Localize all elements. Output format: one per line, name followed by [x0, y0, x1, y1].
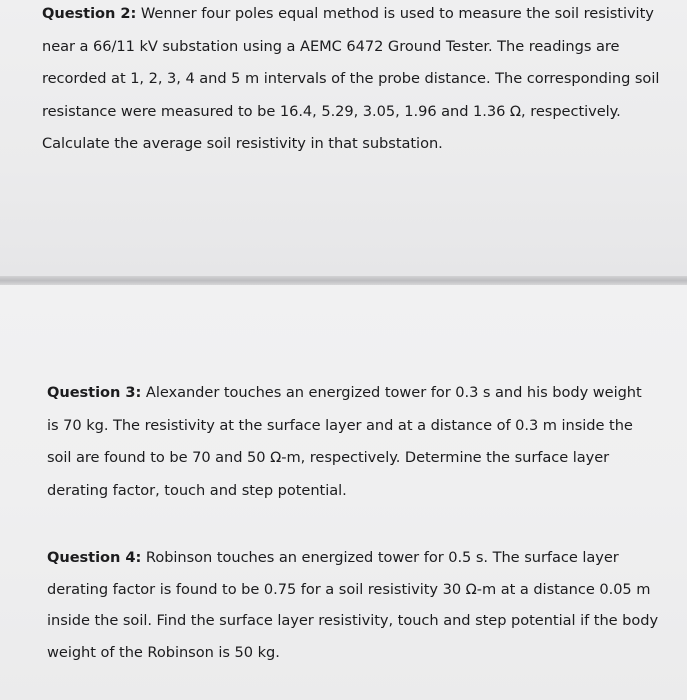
question-4-text: Robinson touches an energized tower for 0.5 s. The surface layer derating factor is found to be 0.75 for a soil resistivity 30 Ω-m at a distance 0.05 m inside the soil. Find the surface layer resistivity, touch and step potential if the body weight of the Robinson is 50 kg. [47, 549, 659, 661]
question-2-text: Wenner four poles equal method is used to measure the soil resistivity near a 66/11 kV substation using a AEMC 6472 Ground Tester. The readings are recorded at 1, 2, 3, 4 and 5 m intervals of the probe distance. The corresponding soil resistance were measured to be 16.4, 5.29, 3.05, 1.96 and 1.36 Ω, respectively. Calculate the average soil resistivity in that substation. [42, 5, 660, 152]
question-3-label: Question 3: [47, 384, 142, 401]
question-4 [47, 542, 672, 668]
section-divider [0, 276, 687, 285]
question-3-text: Alexander touches an energized tower for 0.3 s and his body weight is 70 kg. The resistivity at the surface layer and at a distance of 0.3 m inside the soil are found to be 70 and 50 Ω-m, respectively. Determine the surface layer derating factor, touch and step potential. [47, 384, 642, 499]
question-3 [47, 377, 657, 507]
question-2-label: Question 2: [42, 5, 137, 22]
question-2 [42, 0, 672, 161]
question-4-label: Question 4: [47, 549, 142, 566]
